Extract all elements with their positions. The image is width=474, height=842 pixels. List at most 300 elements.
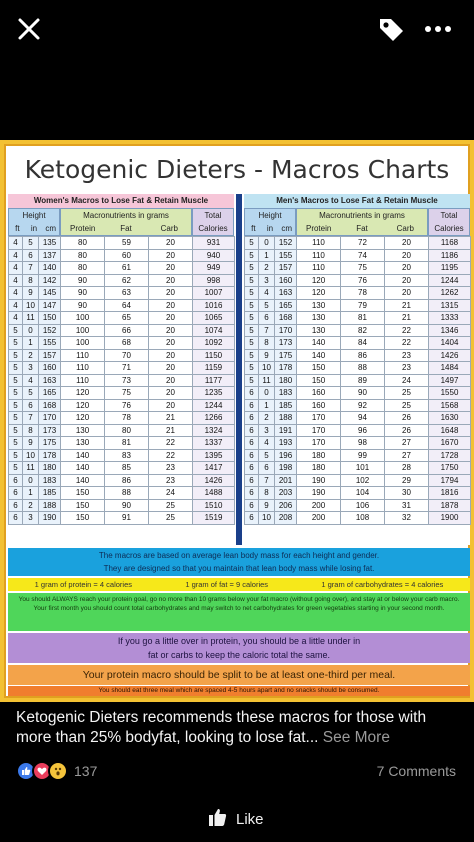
macros-header <box>60 208 192 236</box>
table-cell: 1794 <box>429 474 471 487</box>
table-cell: 190 <box>297 474 341 487</box>
table-cell: 64 <box>105 299 149 312</box>
table-cell: 20 <box>149 362 193 375</box>
table-row <box>9 424 235 437</box>
meals-note: You should eat three meal which are spaced 4-5 hours apart and no snacks should be consumed. <box>8 686 470 696</box>
fat-calories: 1 gram of fat = 9 calories <box>185 580 269 589</box>
table-cell: 4 <box>9 237 23 250</box>
table-cell: 20 <box>149 237 193 250</box>
table-cell: 5 <box>23 237 39 250</box>
table-cell: 1337 <box>193 437 235 450</box>
table-cell: 110 <box>61 374 105 387</box>
table-cell: 1 <box>23 487 39 500</box>
table-cell: 20 <box>149 249 193 262</box>
table-cell: 81 <box>105 437 149 450</box>
table-cell: 6 <box>245 437 259 450</box>
table-cell: 120 <box>61 387 105 400</box>
unit-in: in <box>30 224 38 233</box>
table-cell: 68 <box>105 337 149 350</box>
table-cell: 20 <box>149 337 193 350</box>
table-cell: 20 <box>149 312 193 325</box>
table-cell: 178 <box>39 449 61 462</box>
table-cell: 20 <box>149 399 193 412</box>
table-cell: 80 <box>61 249 105 262</box>
table-cell: 8 <box>259 487 275 500</box>
table-cell: 1417 <box>193 462 235 475</box>
unit-ft: ft <box>251 224 256 233</box>
table-row <box>245 474 471 487</box>
table-cell: 173 <box>39 424 61 437</box>
table-cell: 165 <box>275 299 297 312</box>
table-cell: 110 <box>297 237 341 250</box>
table-cell: 83 <box>105 449 149 462</box>
table-cell: 94 <box>341 412 385 425</box>
height-label: Height <box>22 211 46 220</box>
table-cell: 65 <box>105 312 149 325</box>
table-cell: 6 <box>245 487 259 500</box>
table-cell: 5 <box>9 362 23 375</box>
table-cell: 1630 <box>429 412 471 425</box>
table-cell: 1262 <box>429 287 471 300</box>
table-cell: 76 <box>105 399 149 412</box>
protein-label: Protein <box>69 224 96 233</box>
table-cell: 5 <box>259 449 275 462</box>
table-cell: 6 <box>245 399 259 412</box>
table-cell: 1404 <box>429 337 471 350</box>
table-cell: 0 <box>23 324 39 337</box>
table-cell: 75 <box>105 387 149 400</box>
table-cell: 80 <box>105 424 149 437</box>
table-cell: 180 <box>297 462 341 475</box>
table-cell: 157 <box>275 262 297 275</box>
table-cell: 5 <box>9 412 23 425</box>
table-cell: 6 <box>259 312 275 325</box>
table-cell: 1900 <box>429 512 471 525</box>
table-cell: 1 <box>259 399 275 412</box>
table-cell: 1244 <box>429 274 471 287</box>
table-cell: 5 <box>9 349 23 362</box>
table-cell: 175 <box>39 437 61 450</box>
table-cell: 72 <box>341 237 385 250</box>
table-cell: 5 <box>245 312 259 325</box>
table-cell: 20 <box>385 274 429 287</box>
table-cell: 10 <box>23 299 39 312</box>
table-cell: 2 <box>259 262 275 275</box>
table-cell: 8 <box>259 337 275 350</box>
table-cell: 88 <box>341 362 385 375</box>
table-cell: 200 <box>297 512 341 525</box>
table-cell: 99 <box>341 449 385 462</box>
table-cell: 20 <box>149 287 193 300</box>
thumbs-up-icon <box>208 807 228 832</box>
table-cell: 4 <box>23 374 39 387</box>
table-row <box>245 349 471 362</box>
table-row <box>9 449 235 462</box>
table-row <box>9 299 235 312</box>
table-row <box>245 262 471 275</box>
table-cell: 160 <box>297 387 341 400</box>
table-cell: 23 <box>149 462 193 475</box>
table-cell: 7 <box>259 474 275 487</box>
table-cell: 1235 <box>193 387 235 400</box>
table-cell: 147 <box>39 299 61 312</box>
table-cell: 6 <box>23 399 39 412</box>
calories-header <box>192 208 234 236</box>
table-cell: 110 <box>297 262 341 275</box>
table-cell: 5 <box>259 299 275 312</box>
table-cell: 170 <box>297 437 341 450</box>
table-cell: 30 <box>385 487 429 500</box>
table-cell: 4 <box>259 287 275 300</box>
macros-header <box>296 208 428 236</box>
table-cell: 6 <box>9 499 23 512</box>
table-cell: 163 <box>39 374 61 387</box>
table-cell: 75 <box>341 262 385 275</box>
table-cell: 188 <box>275 412 297 425</box>
table-cell: 150 <box>61 487 105 500</box>
table-cell: 5 <box>245 374 259 387</box>
table-cell: 1670 <box>429 437 471 450</box>
table-cell: 6 <box>245 512 259 525</box>
table-cell: 175 <box>275 349 297 362</box>
table-cell: 135 <box>39 237 61 250</box>
table-cell: 1074 <box>193 324 235 337</box>
table-cell: 78 <box>105 412 149 425</box>
table-cell: 5 <box>23 387 39 400</box>
table-cell: 11 <box>23 462 39 475</box>
table-cell: 5 <box>9 324 23 337</box>
table-cell: 183 <box>275 387 297 400</box>
table-cell: 20 <box>385 249 429 262</box>
table-row <box>245 312 471 325</box>
table-cell: 150 <box>297 374 341 387</box>
height-label: Height <box>258 211 282 220</box>
table-cell: 130 <box>297 299 341 312</box>
table-cell: 168 <box>275 312 297 325</box>
table-cell: 140 <box>297 337 341 350</box>
table-cell: 145 <box>39 287 61 300</box>
table-row <box>245 362 471 375</box>
table-cell: 170 <box>297 424 341 437</box>
table-row <box>9 312 235 325</box>
table-cell: 1426 <box>193 474 235 487</box>
table-cell: 120 <box>61 412 105 425</box>
table-cell: 5 <box>9 374 23 387</box>
table-cell: 22 <box>385 337 429 350</box>
table-cell: 106 <box>341 499 385 512</box>
table-cell: 1550 <box>429 387 471 400</box>
table-cell: 1168 <box>429 237 471 250</box>
table-cell: 2 <box>23 499 39 512</box>
like-label: Like <box>236 810 264 828</box>
table-row <box>245 487 471 500</box>
table-cell: 5 <box>9 387 23 400</box>
table-cell: 6 <box>259 462 275 475</box>
table-cell: 21 <box>385 312 429 325</box>
table-cell: 86 <box>105 474 149 487</box>
table-cell: 1186 <box>429 249 471 262</box>
table-cell: 188 <box>39 499 61 512</box>
table-row <box>245 274 471 287</box>
table-cell: 5 <box>9 337 23 350</box>
table-row <box>245 512 471 525</box>
table-cell: 1315 <box>429 299 471 312</box>
table-cell: 1150 <box>193 349 235 362</box>
table-cell: 90 <box>341 387 385 400</box>
table-cell: 102 <box>341 474 385 487</box>
table-cell: 76 <box>341 274 385 287</box>
table-cell: 10 <box>23 449 39 462</box>
table-cell: 170 <box>39 412 61 425</box>
table-cell: 23 <box>385 349 429 362</box>
table-cell: 20 <box>385 237 429 250</box>
table-cell: 1484 <box>429 362 471 375</box>
chart-frame <box>4 144 470 698</box>
over-protein-line-2: fat or carbs to keep the caloric total the same. <box>147 650 331 660</box>
table-cell: 1346 <box>429 324 471 337</box>
table-cell: 152 <box>39 324 61 337</box>
table-cell: 5 <box>9 437 23 450</box>
table-cell: 4 <box>9 287 23 300</box>
table-cell: 4 <box>9 299 23 312</box>
women-table <box>8 236 235 525</box>
table-row <box>9 362 235 375</box>
table-cell: 931 <box>193 237 235 250</box>
table-cell: 29 <box>385 474 429 487</box>
table-row <box>9 512 235 525</box>
table-cell: 7 <box>23 412 39 425</box>
table-cell: 208 <box>275 512 297 525</box>
table-cell: 90 <box>61 287 105 300</box>
table-cell: 82 <box>341 324 385 337</box>
men-heading: Men's Macros to Lose Fat & Retain Muscle <box>244 194 470 208</box>
table-cell: 27 <box>385 437 429 450</box>
lean-mass-note <box>8 548 470 576</box>
table-cell: 160 <box>297 399 341 412</box>
table-cell: 100 <box>61 312 105 325</box>
table-cell: 8 <box>23 424 39 437</box>
table-cell: 22 <box>149 437 193 450</box>
table-cell: 150 <box>61 512 105 525</box>
post-caption <box>16 708 462 748</box>
table-cell: 66 <box>105 324 149 337</box>
table-cell: 110 <box>61 362 105 375</box>
table-cell: 949 <box>193 262 235 275</box>
table-cell: 27 <box>385 449 429 462</box>
like-button[interactable] <box>208 808 264 830</box>
table-row <box>9 499 235 512</box>
table-cell: 26 <box>385 412 429 425</box>
macros-label: Macronutrients in grams <box>319 211 405 220</box>
table-cell: 22 <box>385 324 429 337</box>
panel-divider <box>236 194 242 545</box>
table-row <box>9 274 235 287</box>
table-cell: 62 <box>105 274 149 287</box>
table-cell: 24 <box>385 374 429 387</box>
total-label: Total <box>440 211 458 220</box>
total-label: Total <box>204 211 222 220</box>
table-cell: 6 <box>245 499 259 512</box>
table-cell: 71 <box>105 362 149 375</box>
reactions-summary[interactable] <box>16 760 97 782</box>
reaction-count: 137 <box>74 763 98 779</box>
table-row <box>9 324 235 337</box>
table-row <box>245 387 471 400</box>
table-cell: 104 <box>341 487 385 500</box>
table-cell: 100 <box>61 324 105 337</box>
table-cell: 26 <box>385 424 429 437</box>
table-row <box>245 462 471 475</box>
table-cell: 1488 <box>193 487 235 500</box>
table-cell: 9 <box>23 287 39 300</box>
table-cell: 0 <box>259 237 275 250</box>
table-row <box>9 387 235 400</box>
more-icon[interactable] <box>420 18 456 40</box>
table-row <box>245 374 471 387</box>
protein-label: Protein <box>305 224 332 233</box>
table-cell: 6 <box>245 449 259 462</box>
table-cell: 155 <box>39 337 61 350</box>
table-cell: 90 <box>61 299 105 312</box>
table-cell: 198 <box>275 462 297 475</box>
table-cell: 168 <box>39 399 61 412</box>
table-cell: 1007 <box>193 287 235 300</box>
table-cell: 1244 <box>193 399 235 412</box>
calories-label: Calories <box>434 224 464 233</box>
table-cell: 193 <box>275 437 297 450</box>
table-cell: 185 <box>39 487 61 500</box>
table-cell: 6 <box>245 462 259 475</box>
table-row <box>245 399 471 412</box>
close-icon[interactable] <box>14 14 44 44</box>
table-cell: 9 <box>259 499 275 512</box>
table-cell: 1324 <box>193 424 235 437</box>
table-cell: 1159 <box>193 362 235 375</box>
table-cell: 120 <box>297 274 341 287</box>
table-cell: 150 <box>61 499 105 512</box>
men-table <box>244 236 471 525</box>
table-cell: 140 <box>61 474 105 487</box>
table-cell: 4 <box>9 274 23 287</box>
height-header <box>244 208 296 236</box>
table-cell: 5 <box>245 287 259 300</box>
table-cell: 32 <box>385 512 429 525</box>
table-cell: 120 <box>61 399 105 412</box>
table-cell: 23 <box>149 474 193 487</box>
table-cell: 2 <box>23 349 39 362</box>
table-row <box>9 487 235 500</box>
table-cell: 201 <box>275 474 297 487</box>
table-row <box>9 237 235 250</box>
table-cell: 85 <box>105 462 149 475</box>
table-cell: 200 <box>297 499 341 512</box>
table-cell: 5 <box>9 462 23 475</box>
table-cell: 24 <box>149 487 193 500</box>
table-cell: 5 <box>245 349 259 362</box>
table-cell: 20 <box>149 374 193 387</box>
table-cell: 191 <box>275 424 297 437</box>
table-cell: 90 <box>61 274 105 287</box>
table-cell: 60 <box>105 249 149 262</box>
table-cell: 1510 <box>193 499 235 512</box>
unit-in: in <box>266 224 274 233</box>
table-cell: 1016 <box>193 299 235 312</box>
table-cell: 1 <box>23 337 39 350</box>
wow-reaction-icon <box>48 761 68 781</box>
table-row <box>245 424 471 437</box>
table-cell: 6 <box>9 512 23 525</box>
table-row <box>245 287 471 300</box>
table-cell: 80 <box>61 237 105 250</box>
table-cell: 20 <box>385 262 429 275</box>
table-cell: 79 <box>341 299 385 312</box>
table-cell: 25 <box>385 387 429 400</box>
table-cell: 5 <box>245 262 259 275</box>
table-cell: 120 <box>297 287 341 300</box>
comments-link[interactable]: 7 Comments <box>376 763 456 779</box>
table-cell: 9 <box>259 349 275 362</box>
table-cell: 203 <box>275 487 297 500</box>
table-cell: 6 <box>245 424 259 437</box>
fat-label: Fat <box>356 224 368 233</box>
table-cell: 23 <box>385 362 429 375</box>
table-cell: 7 <box>23 262 39 275</box>
table-cell: 173 <box>275 337 297 350</box>
table-cell: 20 <box>149 274 193 287</box>
table-cell: 142 <box>39 274 61 287</box>
table-cell: 10 <box>259 512 275 525</box>
table-cell: 22 <box>149 449 193 462</box>
table-cell: 137 <box>39 249 61 262</box>
table-cell: 1728 <box>429 449 471 462</box>
table-cell: 1648 <box>429 424 471 437</box>
table-cell: 140 <box>61 462 105 475</box>
table-cell: 110 <box>297 249 341 262</box>
table-cell: 190 <box>39 512 61 525</box>
table-cell: 100 <box>61 337 105 350</box>
table-cell: 84 <box>341 337 385 350</box>
table-cell: 5 <box>245 362 259 375</box>
table-cell: 1519 <box>193 512 235 525</box>
table-row <box>9 374 235 387</box>
carb-label: Carb <box>396 224 414 233</box>
carb-label: Carb <box>160 224 178 233</box>
table-cell: 6 <box>23 249 39 262</box>
table-cell: 5 <box>245 299 259 312</box>
table-cell: 190 <box>297 487 341 500</box>
see-more-link[interactable]: See More <box>322 729 390 746</box>
table-cell: 5 <box>9 399 23 412</box>
table-row <box>9 287 235 300</box>
lean-mass-line-1: The macros are based on average lean body mass for each height and gender. <box>98 551 380 560</box>
table-cell: 1 <box>259 249 275 262</box>
table-cell: 20 <box>149 349 193 362</box>
table-cell: 163 <box>275 287 297 300</box>
table-cell: 5 <box>245 337 259 350</box>
table-cell: 3 <box>23 362 39 375</box>
table-cell: 91 <box>105 512 149 525</box>
lean-mass-line-2: They are designed so that you maintain that lean body mass while losing fat. <box>103 564 375 573</box>
tag-icon[interactable] <box>376 14 406 44</box>
table-cell: 6 <box>9 487 23 500</box>
macros-chart-image[interactable] <box>0 140 474 702</box>
chart-title: Ketogenic Dieters - Macros Charts <box>6 148 468 192</box>
table-cell: 170 <box>275 324 297 337</box>
table-cell: 11 <box>23 312 39 325</box>
table-cell: 196 <box>275 449 297 462</box>
table-cell: 180 <box>297 449 341 462</box>
table-cell: 140 <box>61 449 105 462</box>
